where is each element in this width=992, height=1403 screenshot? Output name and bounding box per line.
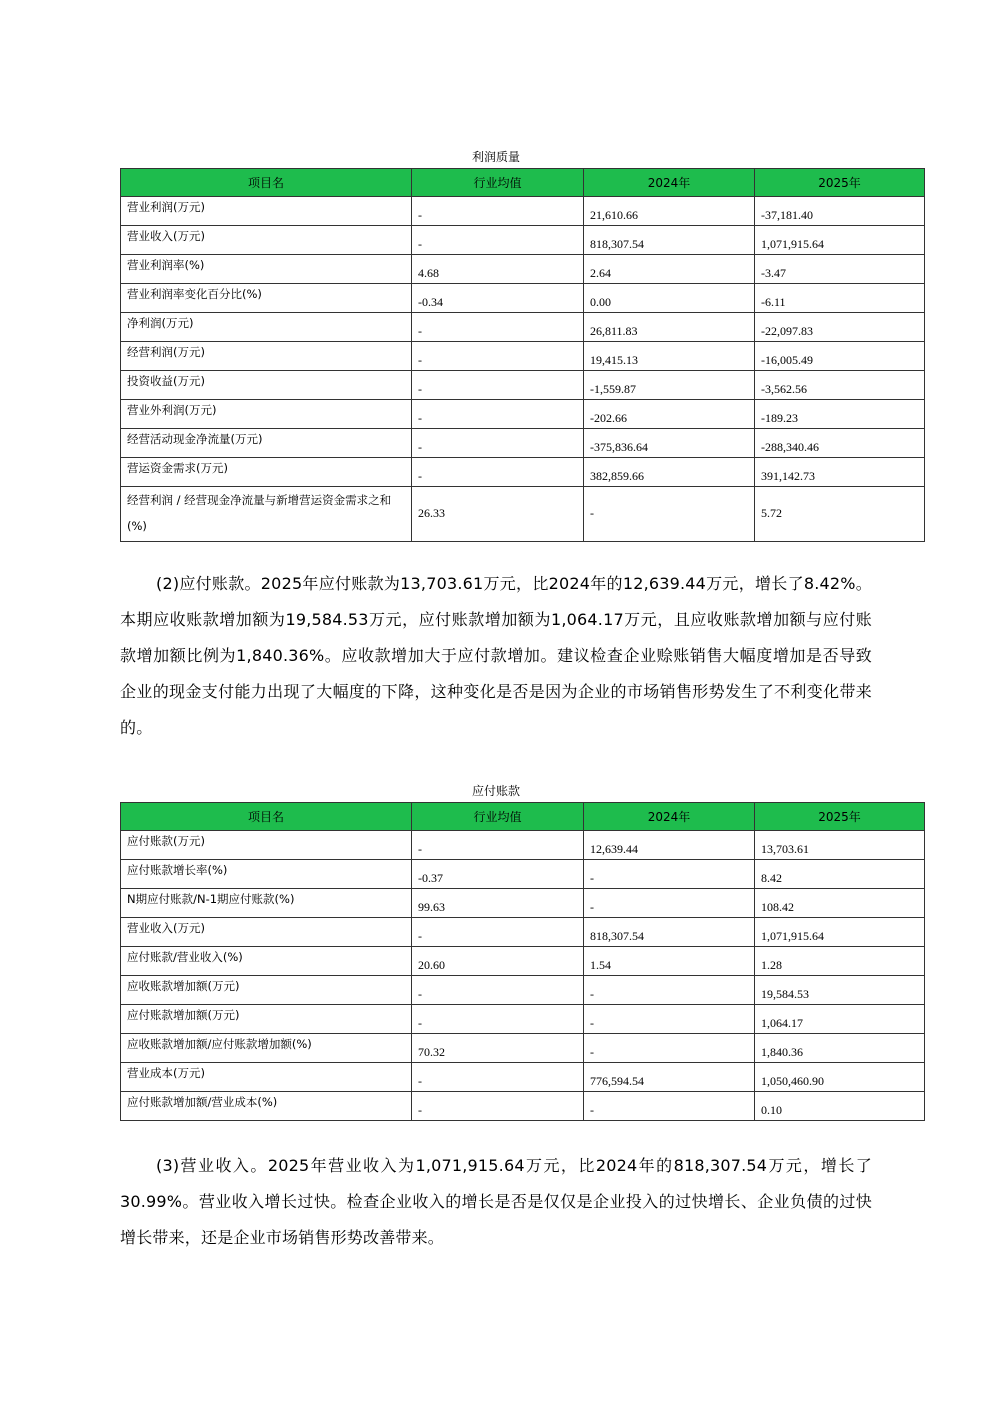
cell-value: - — [412, 1005, 584, 1034]
row-label: 经营利润 / 经营现金净流量与新增营运资金需求之和(%) — [121, 487, 412, 542]
cell-value: - — [412, 1063, 584, 1092]
cell-value: -1,559.87 — [584, 371, 755, 400]
cell-value: - — [584, 487, 755, 542]
cell-value: - — [412, 342, 584, 371]
column-header: 2025年 — [755, 803, 925, 831]
row-label: 营业成本(万元) — [121, 1063, 412, 1092]
table-row — [121, 918, 925, 947]
table-row — [121, 487, 925, 542]
paragraph-operating-revenue: (3)营业收入。2025年营业收入为1,071,915.64万元，比2024年的818,307.54万元，增长了30.99%。营业收入增长过快。检查企业收入的增长是否是仅仅是企业投入的过快增长、企业负债的过快增长带来，还是企业市场销售形势改善带来。 — [120, 1156, 872, 1247]
cell-value: -22,097.83 — [755, 313, 925, 342]
table-row — [121, 284, 925, 313]
cell-value: 21,610.66 — [584, 197, 755, 226]
row-label: 应付账款增长率(%) — [121, 860, 412, 889]
cell-value: - — [412, 313, 584, 342]
cell-value: -288,340.46 — [755, 429, 925, 458]
row-label: 营业外利润(万元) — [121, 400, 412, 429]
table-row — [121, 860, 925, 889]
cell-value: 391,142.73 — [755, 458, 925, 487]
cell-value: 13,703.61 — [755, 831, 925, 860]
cell-value: - — [412, 400, 584, 429]
table-row — [121, 976, 925, 1005]
row-label: 应付账款增加额/营业成本(%) — [121, 1092, 412, 1121]
table-row — [121, 1034, 925, 1063]
table-row — [121, 342, 925, 371]
row-label: 营业利润率(%) — [121, 255, 412, 284]
table-caption-profit-quality: 利润质量 — [471, 150, 520, 164]
cell-value: 1,071,915.64 — [755, 226, 925, 255]
cell-value: 2.64 — [584, 255, 755, 284]
cell-value: - — [584, 1092, 755, 1121]
cell-value: 1,840.36 — [755, 1034, 925, 1063]
table-row — [121, 255, 925, 284]
cell-value: - — [412, 831, 584, 860]
profit-quality-table — [120, 168, 925, 542]
table-row — [121, 458, 925, 487]
cell-value: 26.33 — [412, 487, 584, 542]
cell-value: -6.11 — [755, 284, 925, 313]
table-row — [121, 226, 925, 255]
cell-value: - — [412, 429, 584, 458]
table-row — [121, 1092, 925, 1121]
row-label: N期应付账款/N-1期应付账款(%) — [121, 889, 412, 918]
cell-value: 20.60 — [412, 947, 584, 976]
cell-value: 1.28 — [755, 947, 925, 976]
cell-value: - — [412, 226, 584, 255]
row-label: 应付账款/营业收入(%) — [121, 947, 412, 976]
table-row — [121, 371, 925, 400]
table-row — [121, 400, 925, 429]
cell-value: - — [584, 1034, 755, 1063]
row-label: 营业利润(万元) — [121, 197, 412, 226]
table-header-row — [121, 169, 925, 197]
cell-value: 1,071,915.64 — [755, 918, 925, 947]
cell-value: -3.47 — [755, 255, 925, 284]
cell-value: -0.34 — [412, 284, 584, 313]
cell-value: - — [584, 976, 755, 1005]
table-row — [121, 313, 925, 342]
cell-value: 108.42 — [755, 889, 925, 918]
column-header: 2024年 — [584, 803, 755, 831]
cell-value: -16,005.49 — [755, 342, 925, 371]
cell-value: -375,836.64 — [584, 429, 755, 458]
row-label: 应收账款增加额(万元) — [121, 976, 412, 1005]
cell-value: 0.10 — [755, 1092, 925, 1121]
cell-value: 1.54 — [584, 947, 755, 976]
cell-value: 776,594.54 — [584, 1063, 755, 1092]
table-row — [121, 429, 925, 458]
column-header: 项目名 — [121, 803, 412, 831]
cell-value: 8.42 — [755, 860, 925, 889]
cell-value: 12,639.44 — [584, 831, 755, 860]
cell-value: 818,307.54 — [584, 226, 755, 255]
cell-value: 4.68 — [412, 255, 584, 284]
cell-value: -37,181.40 — [755, 197, 925, 226]
row-label: 应付账款增加额(万元) — [121, 1005, 412, 1034]
cell-value: - — [412, 1092, 584, 1121]
cell-value: 70.32 — [412, 1034, 584, 1063]
table-row — [121, 1063, 925, 1092]
cell-value: - — [412, 371, 584, 400]
cell-value: -202.66 — [584, 400, 755, 429]
cell-value: - — [412, 458, 584, 487]
column-header: 行业均值 — [412, 169, 584, 197]
table-row — [121, 947, 925, 976]
cell-value: 26,811.83 — [584, 313, 755, 342]
row-label: 经营利润(万元) — [121, 342, 412, 371]
cell-value: 382,859.66 — [584, 458, 755, 487]
cell-value: - — [412, 918, 584, 947]
cell-value: -3,562.56 — [755, 371, 925, 400]
row-label: 投资收益(万元) — [121, 371, 412, 400]
row-label: 营业收入(万元) — [121, 918, 412, 947]
table-row — [121, 1005, 925, 1034]
row-label: 营业收入(万元) — [121, 226, 412, 255]
paragraph-accounts-payable: (2)应付账款。2025年应付账款为13,703.61万元，比2024年的12,639.44万元，增长了8.42%。本期应收账款增加额为19,584.53万元，应付账款增加额为1,064.17万元，且应收账款增加额与应付账款增加额比例为1,840.36%。应收款增加大于应付款增加。建议检查企业赊账销售大幅度增加是否导致企业的现金支付能力出现了大幅度的下降，这种变化是否是因为企业的市场销售形势发生了不利变化带来的。 — [120, 574, 872, 737]
cell-value: 5.72 — [755, 487, 925, 542]
cell-value: 99.63 — [412, 889, 584, 918]
row-label: 营业利润率变化百分比(%) — [121, 284, 412, 313]
cell-value: -0.37 — [412, 860, 584, 889]
cell-value: -189.23 — [755, 400, 925, 429]
cell-value: - — [584, 889, 755, 918]
cell-value: - — [584, 1005, 755, 1034]
cell-value: 19,415.13 — [584, 342, 755, 371]
column-header: 行业均值 — [412, 803, 584, 831]
row-label: 应收账款增加额/应付账款增加额(%) — [121, 1034, 412, 1063]
cell-value: 1,050,460.90 — [755, 1063, 925, 1092]
table-header-row — [121, 803, 925, 831]
column-header: 2024年 — [584, 169, 755, 197]
row-label: 营运资金需求(万元) — [121, 458, 412, 487]
cell-value: 1,064.17 — [755, 1005, 925, 1034]
row-label: 净利润(万元) — [121, 313, 412, 342]
accounts-payable-table — [120, 802, 925, 1121]
cell-value: - — [584, 860, 755, 889]
table-row — [121, 889, 925, 918]
cell-value: 0.00 — [584, 284, 755, 313]
row-label: 经营活动现金净流量(万元) — [121, 429, 412, 458]
table-caption-accounts-payable: 应付账款 — [471, 784, 520, 798]
cell-value: - — [412, 197, 584, 226]
cell-value: - — [412, 976, 584, 1005]
cell-value: 19,584.53 — [755, 976, 925, 1005]
column-header: 2025年 — [755, 169, 925, 197]
table-row — [121, 831, 925, 860]
row-label: 应付账款(万元) — [121, 831, 412, 860]
table-row — [121, 197, 925, 226]
column-header: 项目名 — [121, 169, 412, 197]
cell-value: 818,307.54 — [584, 918, 755, 947]
